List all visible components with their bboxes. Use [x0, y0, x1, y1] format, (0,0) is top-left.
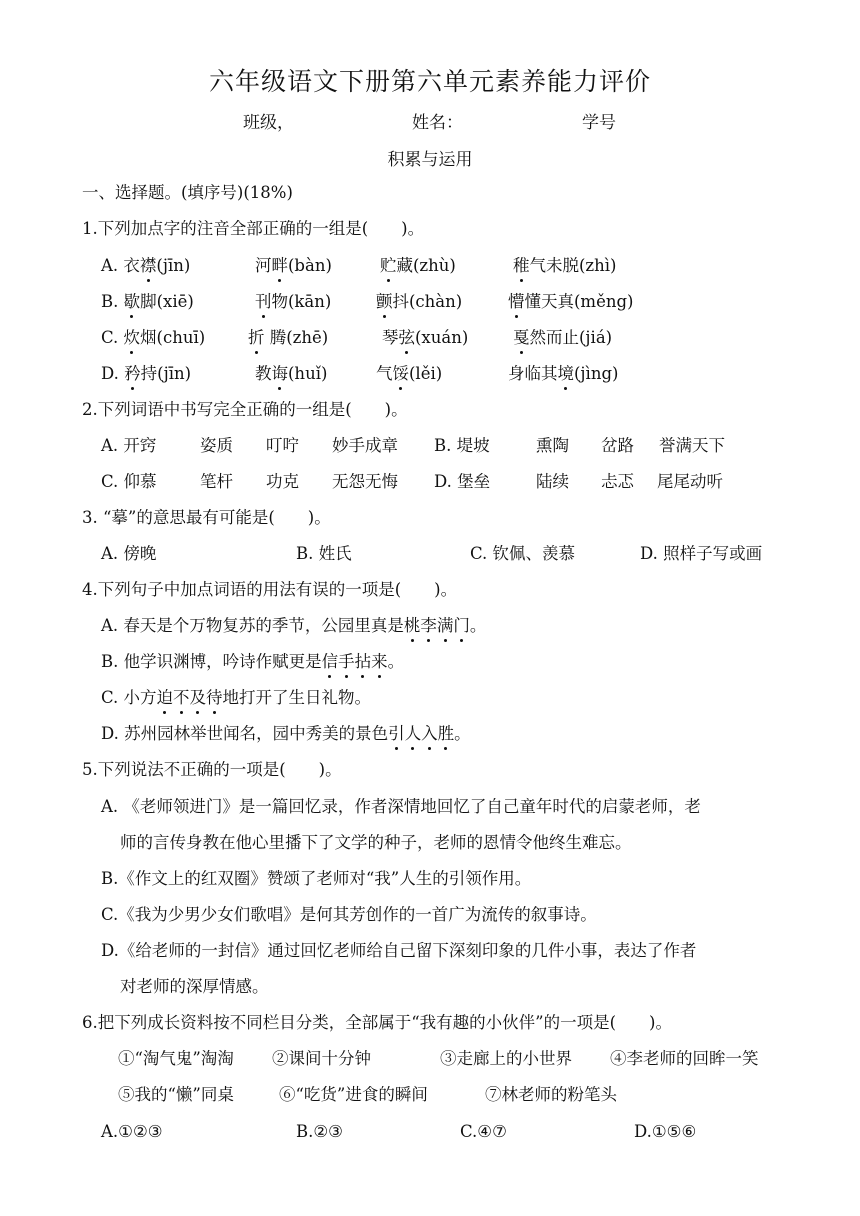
q3-option-d: D. 照样子写或画	[640, 544, 763, 563]
question-6-stem: 6.把下列成长资料按不同栏目分类，全部属于“我有趣的小伙伴”的一项是( )。	[82, 1013, 672, 1032]
dotted-phrase: 迫不及待	[156, 688, 223, 707]
q2-row1-word-5: B. 堤坡	[434, 436, 490, 455]
q6-item-7: ⑦林老师的粉笔头	[485, 1085, 617, 1104]
q3-option-b: B. 姓氏	[296, 544, 352, 563]
q6-item-1: ①“淘气鬼”淘淘	[118, 1049, 234, 1068]
q2-row2-word-8: 尾尾动听	[657, 472, 723, 491]
q6-item-2: ②课间十分钟	[272, 1049, 371, 1068]
q4-option-c: C. 小方迫不及待地打开了生日礼物。	[101, 688, 372, 707]
q2-row2-word-5: D. 堡垒	[434, 472, 491, 491]
q5-option-a-line-1: A. 《老师领进门》是一篇回忆录，作者深情地回忆了自己童年时代的启蒙老师，老	[101, 797, 701, 816]
q6-option-a: A.①②③	[101, 1122, 163, 1141]
q2-row1-word-1: A. 开窍	[101, 436, 157, 455]
dotted-phrase: 桃李满门	[403, 616, 470, 635]
q6-option-d: D.①⑤⑥	[634, 1122, 697, 1141]
q1-option-a-word-1: A. 衣襟(jīn)	[101, 256, 191, 275]
q5-option-a-line-2: 师的言传身教在他心里播下了文学的种子，老师的恩情令他终生难忘。	[120, 833, 632, 852]
q6-option-b: B.②③	[296, 1122, 343, 1141]
q1-option-d-word-3: 气馁(lěi)	[376, 364, 443, 383]
dotted-phrase: 信手拈来	[321, 652, 388, 671]
q2-row1-word-7: 岔路	[601, 436, 634, 455]
q6-item-4: ④李老师的回眸一笑	[610, 1049, 759, 1068]
q1-option-b-word-1: B. 歇脚(xiē)	[101, 292, 194, 311]
q3-option-c: C. 钦佩、羡慕	[470, 544, 576, 563]
q1-option-d-word-4: 身临其境(jìng)	[508, 364, 619, 383]
q1-option-c-word-1: C. 炊烟(chuī)	[101, 328, 206, 347]
question-5-stem: 5.下列说法不正确的一项是( )。	[82, 760, 342, 779]
q1-option-a-word-3: 贮藏(zhù)	[380, 256, 456, 275]
q2-row1-word-2: 姿质	[200, 436, 233, 455]
q2-row1-word-8: 誉满天下	[659, 436, 725, 455]
q3-option-a: A. 傍晚	[101, 544, 157, 563]
q1-option-a-word-4: 稚气未脱(zhì)	[513, 256, 617, 275]
q2-row2-word-7: 忐忑	[601, 472, 634, 491]
q1-option-b-word-4: 懵懂天真(měng)	[508, 292, 634, 311]
question-1-stem: 1.下列加点字的注音全部正确的一组是( )。	[82, 219, 425, 238]
q1-option-c-word-3: 琴弦(xuán)	[382, 328, 469, 347]
question-3-stem: 3. “摹”的意思最有可能是( )。	[82, 508, 331, 527]
student-id-label: 学号	[582, 113, 616, 133]
q5-option-b: B.《作文上的红双圈》赞颂了老师对“我”人生的引领作用。	[101, 869, 532, 888]
q1-option-d-word-2: 教诲(huǐ)	[255, 364, 328, 383]
q2-row2-word-2: 笔杆	[200, 472, 233, 491]
q2-row2-word-1: C. 仰慕	[101, 472, 157, 491]
q1-option-c-word-2: 折 腾(zhē)	[248, 328, 329, 347]
q4-option-a: A. 春天是个万物复苏的季节，公园里真是桃李满门。	[101, 616, 487, 635]
class-label: 班级，	[243, 113, 294, 133]
q6-item-6: ⑥“吃货”进食的瞬间	[279, 1085, 428, 1104]
q2-row2-word-4: 无怨无悔	[332, 472, 398, 491]
name-label: 姓名：	[412, 113, 463, 133]
question-4-stem: 4.下列句子中加点词语的用法有误的一项是( )。	[82, 580, 458, 599]
q5-option-d-line-2: 对老师的深厚情感。	[120, 977, 269, 996]
q1-option-b-word-2: 刊物(kān)	[255, 292, 332, 311]
q4-option-b: B. 他学识渊博，吟诗作赋更是信手拈来。	[101, 652, 405, 671]
section-subtitle: 积累与运用	[387, 150, 473, 170]
page-title: 六年级语文下册第六单元素养能力评价	[208, 67, 651, 96]
q4-option-d: D. 苏州园林举世闻名，园中秀美的景色引人入胜。	[101, 724, 471, 743]
q2-row2-word-3: 功克	[266, 472, 299, 491]
q1-option-b-word-3: 颤抖(chàn)	[376, 292, 463, 311]
q6-option-c: C.④⑦	[460, 1122, 507, 1141]
q6-item-5: ⑤我的“懒”同桌	[118, 1085, 234, 1104]
q5-option-c: C.《我为少男少女们歌唱》是何其芳创作的一首广为流传的叙事诗。	[101, 905, 597, 924]
q6-item-3: ③走廊上的小世界	[440, 1049, 572, 1068]
section-heading: 一、选择题。(填序号)(18%)	[82, 183, 293, 202]
question-2-stem: 2.下列词语中书写完全正确的一组是( )。	[82, 400, 408, 419]
q2-row1-word-3: 叮咛	[266, 436, 299, 455]
q2-row1-word-6: 熏陶	[536, 436, 569, 455]
q2-row2-word-6: 陆续	[536, 472, 569, 491]
q2-row1-word-4: 妙手成章	[332, 436, 398, 455]
q1-option-d-word-1: D. 矜持(jīn)	[101, 364, 192, 383]
q1-option-c-word-4: 戛然而止(jiá)	[513, 328, 613, 347]
dotted-phrase: 引人入胜	[388, 724, 455, 743]
q1-option-a-word-2: 河畔(bàn)	[255, 256, 332, 275]
q5-option-d-line-1: D.《给老师的一封信》通过回忆老师给自己留下深刻印象的几件小事，表达了作者	[101, 941, 697, 960]
